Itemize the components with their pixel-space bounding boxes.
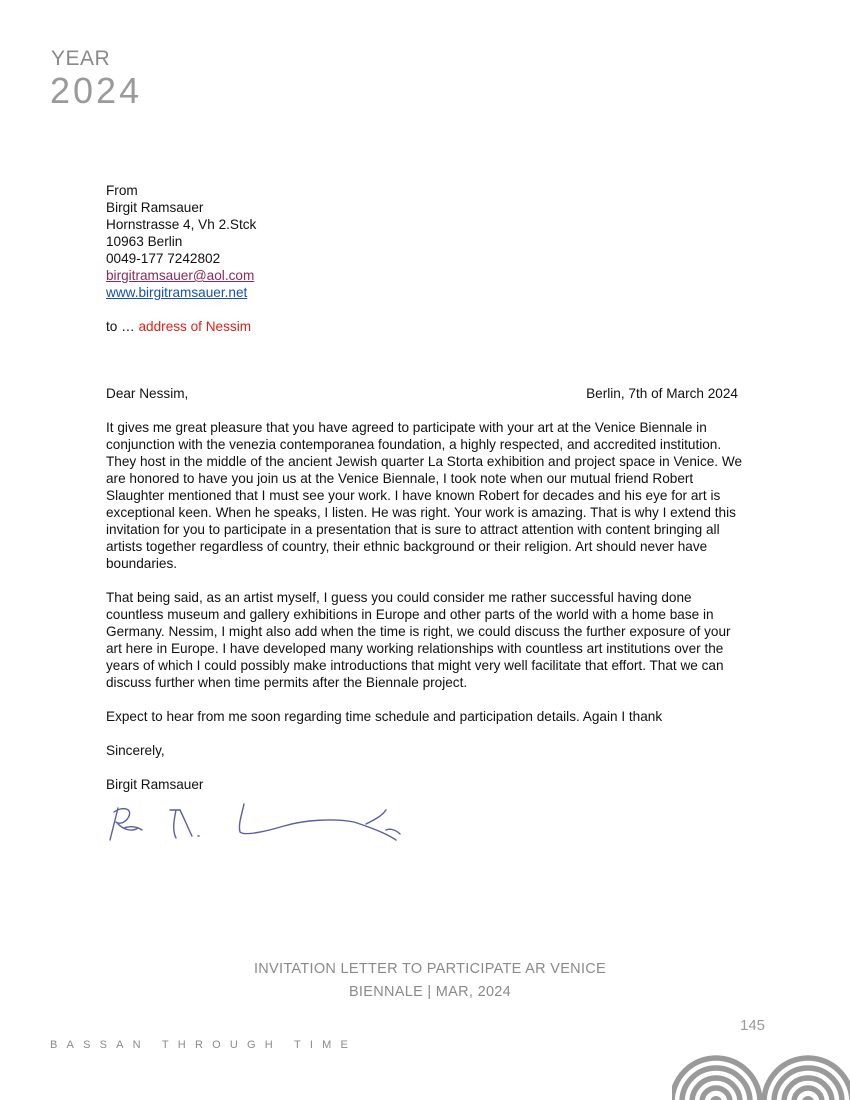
place-date: Berlin, 7th of March 2024 <box>586 386 738 401</box>
greeting: Dear Nessim, <box>106 386 189 401</box>
sender-city: 10963 Berlin <box>106 234 183 249</box>
handwritten-signature <box>104 798 414 846</box>
from-label: From <box>106 183 138 198</box>
closing: Sincerely, <box>106 743 165 758</box>
sender-address-block <box>106 182 746 301</box>
signature-name: Birgit Ramsauer <box>106 777 204 792</box>
letter-paragraph-2: That being said, as an artist myself, I guess you could consider me rather successful having done countless museum and gallery exhibitions in Europe and other parts of the world with a home base in Germany. Nessim, I might also add when the time is right, we could discuss the further exposure of your art here in Europe. I have developed many working relationships with countless art institutions over the years of which I could possibly make introductions that might very well facilitate that effort. That we can discuss further when time permits after the Biennale project. <box>106 590 731 690</box>
brand-footer: BASSAN THROUGH TIME <box>50 1039 358 1051</box>
footer-caption-line-1: INVITATION LETTER TO PARTICIPATE AR VENICE <box>253 961 607 977</box>
recipient-prefix: to … <box>106 319 139 334</box>
footer-caption-line-2: BIENNALE | MAR, 2024 <box>348 984 512 1000</box>
year-label: YEAR <box>51 47 111 70</box>
concentric-arcs-logo <box>672 1052 850 1100</box>
letter-paragraph-1: It gives me great pleasure that you have agreed to participate with your art at the Venice Biennale in conjunction with the venezia contemporanea foundation, a highly respected, and accredited institution. They host in the middle of the ancient Jewish quarter La Storta exhibition and project space in Venice. We are honored to have you join us at the Venice Biennale, I took note when our mutual friend Robert Slaughter mentioned that I must see your work. I have known Robert for decades and his eye for art is exceptional keen. When he speaks, I listen. He was right. Your work is amazing. That is why I extend this invitation for you to participate in a presentation that is sure to attract attention with content bringing all artists together regardless of country, their ethnic background or their religion. Art should never have boundaries. <box>106 420 743 571</box>
footer-caption <box>0 958 850 1004</box>
sender-street: Hornstrasse 4, Vh 2.Stck <box>106 217 257 232</box>
year-value: 2024 <box>50 70 143 111</box>
sender-phone: 0049-177 7242802 <box>106 251 221 266</box>
page-number: 145 <box>740 1017 766 1034</box>
sender-email-link[interactable]: birgitramsauer@aol.com <box>106 268 255 283</box>
sender-website-link[interactable]: www.birgitramsauer.net <box>106 285 248 300</box>
letter <box>106 182 746 793</box>
greeting-row <box>106 385 738 402</box>
letter-paragraph-3: Expect to hear from me soon regarding time schedule and participation details. Again I thank <box>106 709 663 724</box>
sender-name: Birgit Ramsauer <box>106 200 204 215</box>
recipient-line <box>106 318 746 335</box>
recipient-address: address of Nessim <box>138 319 252 334</box>
